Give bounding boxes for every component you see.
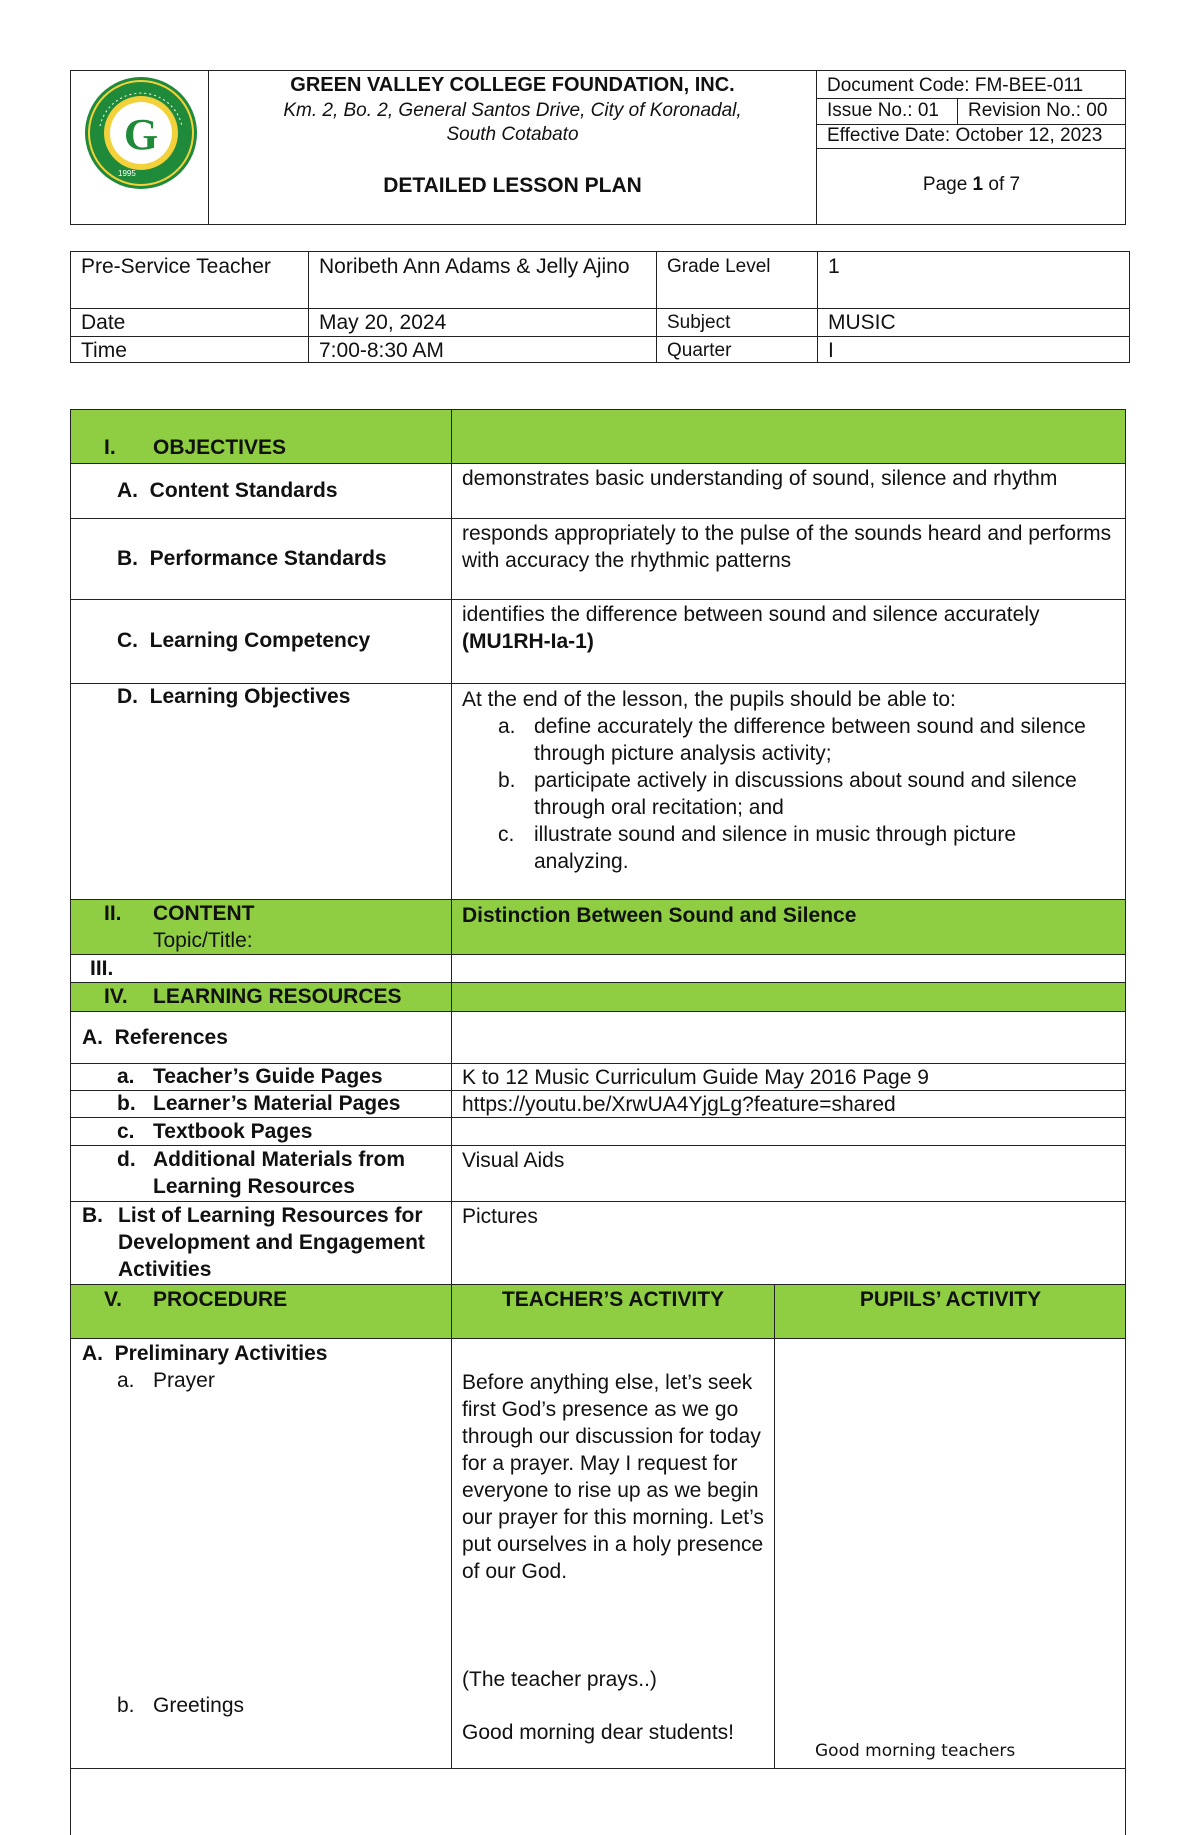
competency-code: (MU1RH-Ia-1) — [462, 630, 594, 653]
performance-standards-label: B. Performance Standards — [117, 547, 387, 570]
teachers-guide-marker: a. — [117, 1065, 135, 1088]
learning-resources-list-text: List of Learning Resources for Development and Engagement Activities — [118, 1204, 425, 1281]
quarter-label: Quarter — [667, 340, 732, 361]
meta-line-3 — [817, 148, 1126, 149]
textbook-pages-marker: c. — [117, 1120, 135, 1143]
resources-number: IV. — [104, 985, 128, 1008]
learning-objectives-value — [452, 683, 1122, 878]
prayer-label — [117, 1367, 215, 1394]
svg-text:1995: 1995 — [118, 169, 136, 178]
school-address-line2: South Cotabato — [446, 124, 579, 145]
page-indicator — [817, 174, 1126, 196]
competency-text: identifies the difference between sound and silence accurately — [462, 603, 1040, 626]
additional-materials-text: Additional Materials from Learning Resources — [153, 1148, 406, 1198]
time-value: 7:00-8:30 AM — [319, 339, 444, 362]
row-line — [70, 1284, 1126, 1285]
content-subtitle: Topic/Title: — [153, 929, 253, 952]
school-address-line1: Km. 2, Bo. 2, General Santos Drive, City of Koronadal, — [283, 100, 742, 121]
objectives-title: OBJECTIVES — [153, 436, 287, 459]
teacher-greeting: Good morning dear students! — [462, 1721, 734, 1744]
teacher-prays-note: (The teacher prays..) — [462, 1668, 657, 1691]
row-line — [70, 1011, 1126, 1012]
learning-resources-list-label — [82, 1202, 442, 1283]
objective-item — [462, 713, 1112, 767]
learning-competency-label: C. Learning Competency — [117, 629, 371, 652]
learning-competency-value — [452, 598, 1122, 658]
page-prefix: Page — [922, 174, 973, 195]
prayer-text-label: Prayer — [153, 1369, 215, 1392]
learners-material-link[interactable]: https://youtu.be/XrwUA4YjgLg?feature=shared — [462, 1093, 896, 1116]
teacher-label: Pre-Service Teacher — [81, 255, 271, 278]
quarter-value: I — [828, 339, 834, 362]
content-title: CONTENT — [153, 902, 255, 925]
subject-value: MUSIC — [828, 311, 896, 334]
document-code: Document Code: FM-BEE-011 — [827, 75, 1084, 96]
objectives-intro: At the end of the lesson, the pupils should be able to: — [462, 688, 956, 711]
preliminary-activities-label: A. Preliminary Activities — [82, 1342, 328, 1365]
learners-material-text: Learner’s Material Pages — [153, 1092, 401, 1115]
objective-text: illustrate sound and silence in music through picture analyzing. — [534, 823, 1017, 873]
table-bottom-rule — [70, 1768, 1126, 1769]
objective-text: define accurately the difference between sound and silence through picture analysis activity; — [534, 715, 1086, 765]
additional-materials-label — [117, 1146, 447, 1200]
pupils-activity-header: PUPILS’ ACTIVITY — [859, 1288, 1042, 1311]
textbook-pages-label — [117, 1118, 313, 1145]
objective-marker: c. — [498, 823, 515, 846]
learners-material-label — [117, 1090, 401, 1117]
learning-resources-list-value: Pictures — [462, 1205, 538, 1228]
issue-number: Issue No.: 01 — [827, 100, 939, 121]
learning-objectives-label: D. Learning Objectives — [117, 685, 351, 708]
teachers-guide-text: Teacher’s Guide Pages — [153, 1065, 383, 1088]
school-name: GREEN VALLEY COLLEGE FOUNDATION, INC. — [290, 74, 735, 96]
revision-number: Revision No.: 00 — [968, 100, 1108, 121]
objectives-heading — [104, 434, 287, 461]
textbook-pages-text: Textbook Pages — [153, 1120, 313, 1143]
procedure-title: PROCEDURE — [153, 1288, 288, 1311]
procedure-heading — [104, 1286, 288, 1313]
teacher-value: Noribeth Ann Adams & Jelly Ajino — [319, 255, 630, 278]
resources-heading — [104, 983, 402, 1010]
learners-material-marker: b. — [117, 1092, 136, 1115]
date-label: Date — [81, 311, 126, 334]
pupils-greeting-response: Good morning teachers — [815, 1741, 1016, 1761]
row-line — [70, 1338, 1126, 1339]
content-heading — [104, 900, 444, 954]
grade-value: 1 — [828, 255, 840, 278]
prayer-marker: a. — [117, 1369, 135, 1392]
svg-text:G: G — [123, 110, 159, 159]
objective-marker: a. — [498, 715, 516, 738]
objective-item — [462, 767, 1112, 821]
school-logo — [80, 74, 202, 192]
objectives-number: I. — [104, 436, 116, 459]
greetings-text-label: Greetings — [153, 1694, 245, 1717]
greetings-label — [117, 1692, 245, 1719]
performance-standards-value: responds appropriately to the pulse of the sounds heard and performs with accuracy the rhythmic patterns — [462, 522, 1112, 572]
resources-title: LEARNING RESOURCES — [153, 985, 402, 1008]
prayer-instruction: Before anything else, let’s seek first God’s presence as we go through our discussion for today for a prayer. May I request for everyone to rise up as we begin our prayer for this morning. Let’s put ourselves in a holy presence of our God. — [462, 1371, 764, 1583]
content-number: II. — [104, 902, 122, 925]
content-standards-value: demonstrates basic understanding of sound, silence and rhythm — [462, 467, 1058, 490]
effective-date: Effective Date: October 12, 2023 — [827, 125, 1103, 146]
page-suffix: of 7 — [983, 174, 1021, 195]
references-label: A. References — [82, 1026, 228, 1049]
page-current: 1 — [972, 174, 984, 195]
additional-materials-value: Visual Aids — [462, 1149, 565, 1172]
learning-resources-list-marker: B. — [82, 1204, 103, 1227]
objective-text: participate actively in discussions about sound and silence through oral recitation; and — [534, 769, 1077, 819]
col-divider-activity — [774, 1284, 775, 1769]
subject-label: Subject — [667, 312, 731, 333]
time-label: Time — [81, 339, 127, 362]
additional-materials-marker: d. — [117, 1148, 136, 1171]
teachers-guide-label — [117, 1063, 383, 1090]
content-topic: Distinction Between Sound and Silence — [462, 904, 857, 927]
teachers-guide-value: K to 12 Music Curriculum Guide May 2016 Page 9 — [462, 1066, 929, 1089]
document-title: DETAILED LESSON PLAN — [383, 174, 642, 197]
objectives-list — [462, 713, 1112, 875]
grade-label: Grade Level — [667, 256, 771, 277]
teacher-activity-header: TEACHER’S ACTIVITY — [501, 1288, 725, 1311]
date-value: May 20, 2024 — [319, 311, 447, 334]
row-line — [70, 954, 1126, 955]
procedure-number: V. — [104, 1288, 122, 1311]
section-three-number: III. — [90, 957, 114, 980]
content-standards-label: A. Content Standards — [117, 479, 338, 502]
objective-marker: b. — [498, 769, 516, 792]
greetings-marker: b. — [117, 1694, 135, 1717]
objective-item — [462, 821, 1112, 875]
